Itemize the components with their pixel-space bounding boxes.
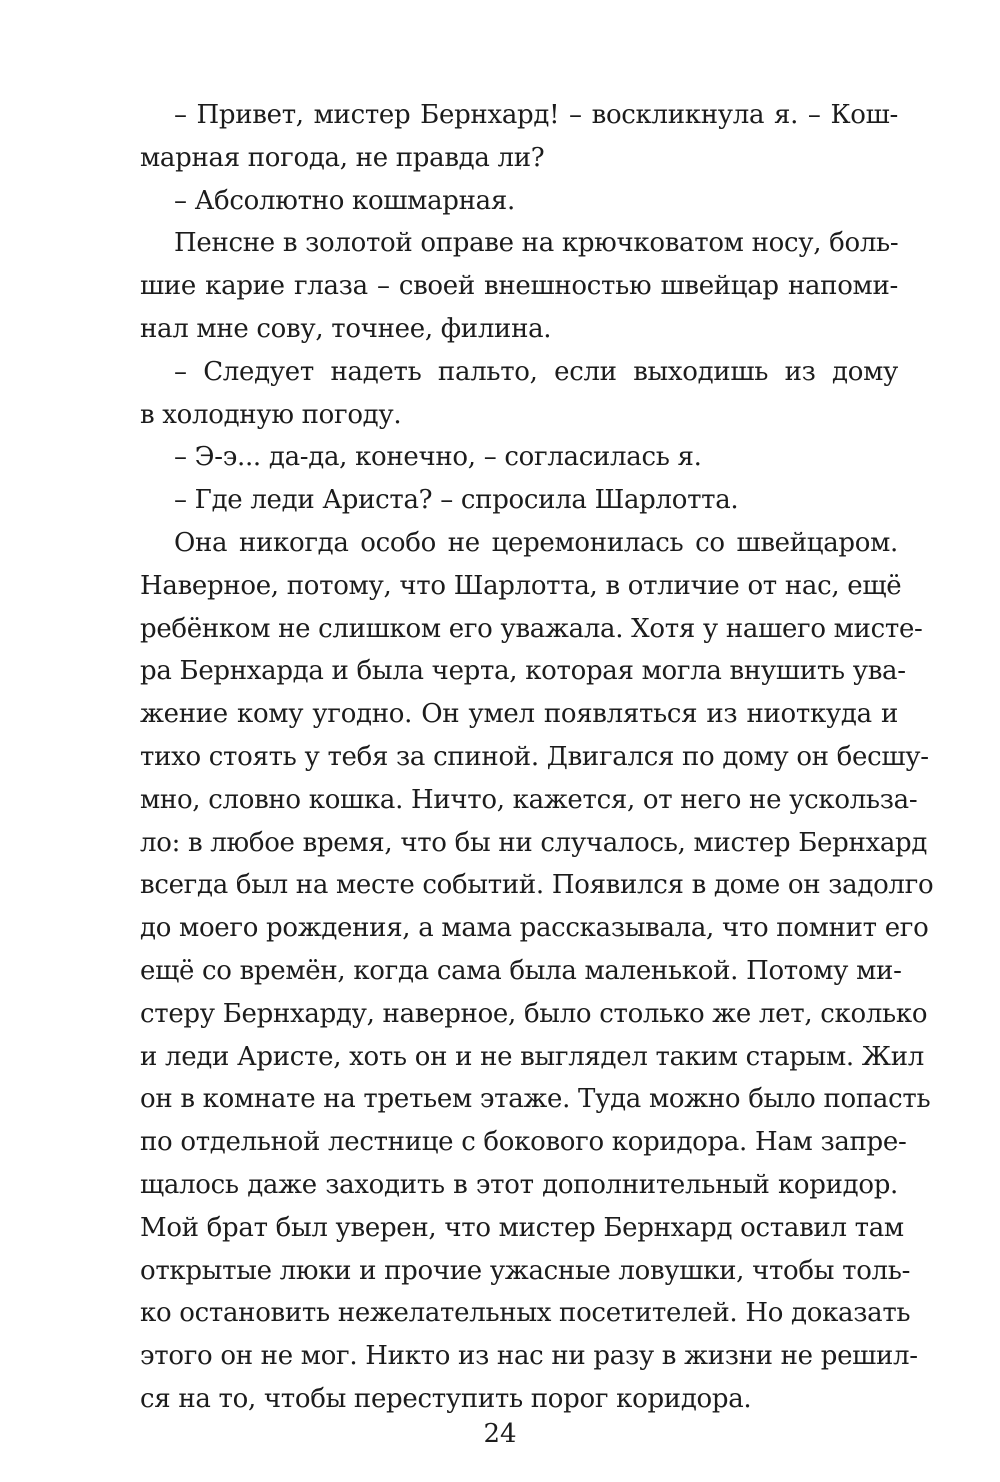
text-line: ло: в любое время, что бы ни случалось, мистер Бернхард — [140, 827, 928, 858]
text-line: Наверное, потому, что Шарлотта, в отличие от нас, ещё — [140, 570, 902, 601]
text-line: жение кому угодно. Он умел появляться из ниоткуда и — [140, 699, 898, 730]
text-line: – Э-э... да-да, конечно, – согласилась я. — [174, 442, 702, 473]
text-line: щалось даже заходить в этот дополнительный коридор. — [140, 1169, 898, 1200]
text-line: – Следует надеть пальто, если выходишь из дому — [174, 356, 898, 387]
text-line: Мой брат был уверен, что мистер Бернхард оставил там — [140, 1212, 904, 1243]
page-number: 24 — [483, 1419, 517, 1449]
text-line: – Абсолютно кошмарная. — [174, 185, 515, 216]
text-line: этого он не мог. Никто из нас ни разу в жизни не решил- — [140, 1341, 918, 1372]
text-line: ся на то, чтобы переступить порог коридора. — [140, 1383, 752, 1414]
text-line: и леди Аристе, хоть он и не выглядел таким старым. Жил — [140, 1041, 924, 1072]
text-line: он в комнате на третьем этаже. Туда можно было попасть — [140, 1084, 931, 1115]
text-line: ребёнком не слишком его уважала. Хотя у нашего мисте- — [140, 613, 923, 644]
text-line: Пенсне в золотой оправе на крючковатом носу, боль- — [174, 228, 899, 259]
text-line: открытые люки и прочие ужасные ловушки, чтобы толь- — [140, 1255, 911, 1286]
text-line: в холодную погоду. — [140, 399, 402, 430]
text-line: всегда был на месте событий. Появился в доме он задолго — [140, 870, 934, 901]
body-text — [140, 94, 934, 1421]
text-line: ра Бернхарда и была черта, которая могла внушить ува- — [140, 656, 906, 687]
text-line: марная погода, не правда ли? — [140, 142, 545, 173]
text-line: мно, словно кошка. Ничто, кажется, от него не ускольза- — [140, 784, 918, 815]
text-line: Она никогда особо не церемонилась со швейцаром. — [174, 527, 898, 558]
text-line: стеру Бернхарду, наверное, было столько же лет, сколько — [140, 998, 928, 1029]
text-line: – Привет, мистер Бернхард! – воскликнула я. – Кош- — [174, 100, 898, 130]
text-line: до моего рождения, а мама рассказывала, что помнит его — [140, 913, 929, 944]
text-line: по отдельной лестнице с бокового коридора. Нам запре- — [140, 1127, 907, 1158]
text-line: ко остановить нежелательных посетителей. Но доказать — [140, 1298, 911, 1329]
text-line: нал мне сову, точнее, филина. — [140, 313, 552, 344]
text-line: ещё со времён, когда сама была маленькой. Потому ми- — [140, 955, 902, 986]
text-line: тихо стоять у тебя за спиной. Двигался по дому он бесшу- — [140, 741, 929, 772]
text-line: – Где леди Ариста? – спросила Шарлотта. — [174, 485, 739, 516]
text-line: шие карие глаза – своей внешностью швейцар напоми- — [140, 271, 898, 302]
